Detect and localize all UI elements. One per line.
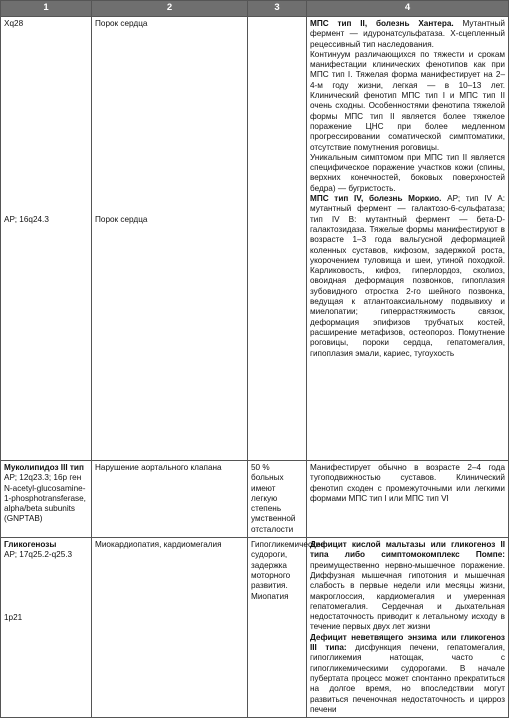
disease-title-glycogenosis: Гликогенозы <box>4 540 57 550</box>
paragraph-glycogenosis-3: Дефицит неветвящего энзима или гликогеноз III типа: дисфункция печени, гепатомегалия, гипогликемия натощак, часто с гипогликемическими судорогами. В начале пубертата процесс может спонтанно прекратиться на долгое время, но впоследствии могут развиться печеночная недостаточность и цирроз печени <box>310 632 505 714</box>
table-row <box>1 461 509 538</box>
cell-neuro: 50 % больных имеют легкую степень умственной отсталости <box>248 461 307 538</box>
cell-locus <box>1 17 92 461</box>
cell-description <box>307 538 509 718</box>
cell-description <box>307 17 509 461</box>
cell-locus <box>1 538 92 718</box>
cardiac-mps4: Порок сердца <box>95 215 148 225</box>
paragraph-pompe: Дефицит кислой мальтазы или гликогеноз II типа либо симптомокомплекс Помпе: преимущественно нервно-мышечное поражение. Диффузная мышечная гипотония и мышечная слабость в первые недели или месяцы жизни, макроглоссия, кардиомегалия и умеренная гепатомегалия. Сердечная и дыхательная недостаточность приводит к летальному исходу в течение первых двух лет жизни <box>310 540 505 632</box>
locus-mucolipidosis: АР; 12q23.3; 16p ген N-acetyl-glucosamine-1-phosphotransferase, alpha/beta subunits (GNPTAB) <box>4 473 86 524</box>
cell-cardiac <box>92 17 248 461</box>
heading-pompe: Дефицит кислой мальтазы или гликогеноз II типа либо симптомокомплекс Помпе: <box>310 540 505 560</box>
cell-cardiac: Нарушение аортального клапана <box>92 461 248 538</box>
cell-neuro <box>248 17 307 461</box>
cell-description: Манифестирует обычно в возрасте 2–4 года тугоподвижностью суставов. Клинический фенотип сходен с промежуточными или легкими формами МПС тип I или МПС тип VI <box>307 461 509 538</box>
cardiac-mps2: Порок сердца <box>95 19 148 28</box>
locus-glycogenosis-2: АР; 17q25.2-q25.3 <box>4 550 73 560</box>
cell-locus <box>1 461 92 538</box>
paragraph-mps4: МПС тип IV, болезнь Моркио. АР; тип IV A: мутантный фермент — галактозо-6-сульфатаза; тип IV B: мутантный фермент — бета-D-галактозидаза. Тяжелые формы манифестируют в возрасте 1–3 года вальгусной деформацией коленных суставов, кифозом, задержкой роста, укорочением туловища и шеи, утиной походкой. Карликовость, кифоз, гиперлордоз, сколиоз, овоидная деформация позвонков, гипоплазия зубовидного отростка 2-го шейного позвонка, ведущая к атлантоаксиальному подвывиху и миелопатии; гиперрастяжимость связок, деформация эпифизов трубчатых костей, расширение метафизов, остеопороз. Помутнение роговицы, пороки сердца, гепатомегалия, гипоплазия эмали, кариес, тугоухость <box>310 194 505 358</box>
locus-glycogenosis-3: 1p21 <box>4 612 23 622</box>
disease-title-mucolipidosis: Муколипидоз III тип <box>4 463 84 472</box>
table-row <box>1 538 509 718</box>
paragraph-mps2-skin: Уникальным симптомом при МПС тип II является специфическое поражение участков кожи (спины, верхних конечностей, боковых поверхностей бедра) — бугристость. <box>310 152 505 193</box>
heading-glycogenosis-3: Дефицит неветвящего энзима или гликогеноз III типа: <box>310 632 505 653</box>
heading-mps4: МПС тип IV, болезнь Моркио. <box>310 194 442 204</box>
heading-mps2: МПС тип II, болезнь Хантера. <box>310 19 454 28</box>
col-header-3: 3 <box>248 1 307 17</box>
cell-neuro: Гипогликемические судороги, задержка моторного развития. Миопатия <box>248 538 307 718</box>
locus-mps2: Xq28 <box>4 19 24 28</box>
table-row <box>1 17 509 461</box>
paragraph-mps2-phenotype: Континуум различающихся по тяжести и срокам манифестации клинических фенотипов как при МПС тип I. Тяжелая форма манифестирует на 2–4-м году жизни, легкая — в 10–13 лет. Клинический фенотип МПС тип I и МПС тип II очень сходны. Особенностями фенотипа тяжелой формы МПС тип II является более тяжелое поражение ЦНС при более медленном прогрессировании соматической симптоматики, отсутствие помутнения роговицы. <box>310 49 505 152</box>
col-header-2: 2 <box>92 1 248 17</box>
col-header-1: 1 <box>1 1 92 17</box>
locus-mps4: АР; 16q24.3 <box>4 215 49 225</box>
cell-cardiac: Миокардиопатия, кардиомегалия <box>92 538 248 718</box>
col-header-4: 4 <box>307 1 509 17</box>
header-row <box>1 1 509 17</box>
paragraph-mps2: МПС тип II, болезнь Хантера. Мутантный фермент — идуронатсульфатаза. Х-сцепленный рецессивный тип наследования. <box>310 19 505 49</box>
